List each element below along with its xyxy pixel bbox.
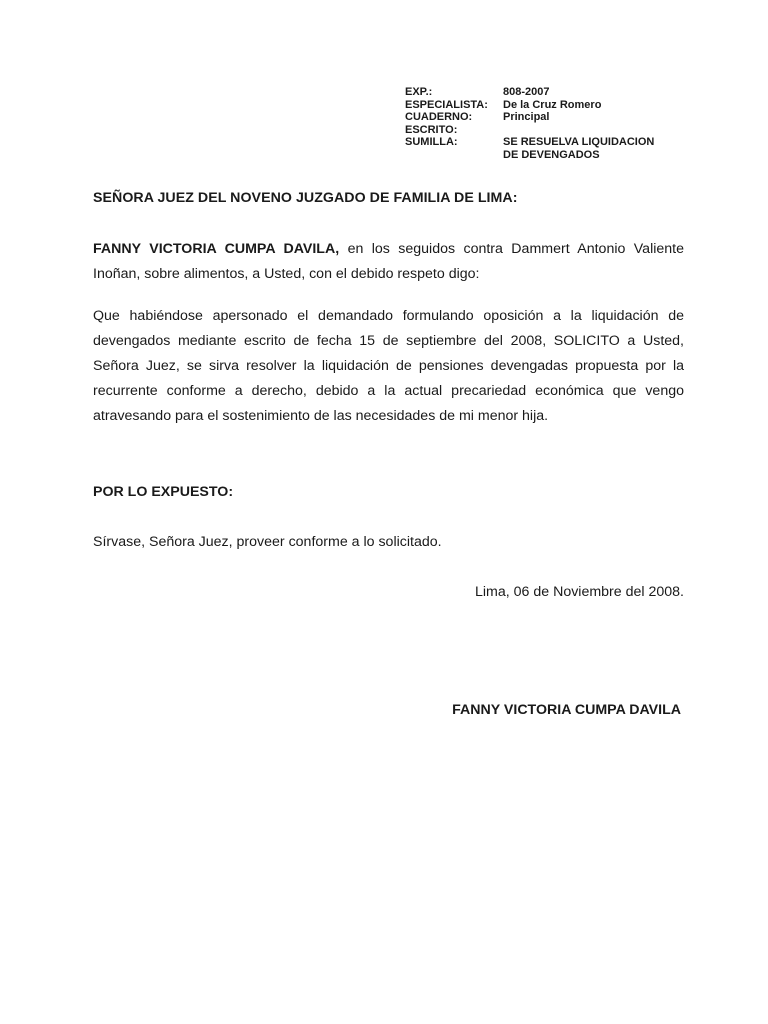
header-label: EXP.: [405,86,433,98]
request-text: Sírvase, Señora Juez, proveer conforme a lo solicitado. [93,534,442,550]
header-label [405,149,503,162]
header-row-especialista [405,99,683,112]
place-date: Lima, 06 de Noviembre del 2008. [475,584,684,600]
header-row-sumilla [405,136,683,149]
header-value: SE RESUELVA LIQUIDACION [503,136,655,149]
header-label: CUADERNO: [405,111,473,124]
header-label: ESCRITO: [405,123,458,136]
header-row-cuaderno [405,111,683,124]
petitioner-name: FANNY VICTORIA CUMPA DAVILA, [93,241,340,257]
header-value: 808-2007 [503,86,550,98]
header-value: Principal [503,111,550,124]
addressee-heading: SEÑORA JUEZ DEL NOVENO JUZGADO DE FAMILIA DE LIMA: [93,190,518,206]
header-label: SUMILLA: [405,136,458,149]
body-paragraph: Que habiéndose apersonado el demandado formulando oposición a la liquidación de devengados mediante escrito de fecha 15 de septiembre del 2008, SOLICITO a Usted, Señora Juez, se sirva resolver la liquidación de pensiones devengadas propuesta por la recurrente conforme a derecho, debido a la actual precariedad económica que vengo atravesando para el sostenimiento de las necesidades de mi menor hija. [93,308,684,424]
section-title: POR LO EXPUESTO: [93,484,234,500]
case-header [405,86,683,162]
signature-name: FANNY VICTORIA CUMPA DAVILA [452,702,681,718]
intro-paragraph [93,237,684,287]
header-row-escrito [405,124,683,137]
header-row-expediente [405,86,683,99]
header-value [503,124,683,137]
intro-text: en los seguidos contra Dammert Antonio Valiente Inoñan, sobre alimentos, a Usted, con el debido respeto digo: [93,241,684,282]
header-value: DE DEVENGADOS [503,148,600,161]
header-value: De la Cruz Romero [503,98,602,111]
header-label: ESPECIALISTA: [405,98,488,111]
header-row-sumilla-cont [405,149,683,162]
